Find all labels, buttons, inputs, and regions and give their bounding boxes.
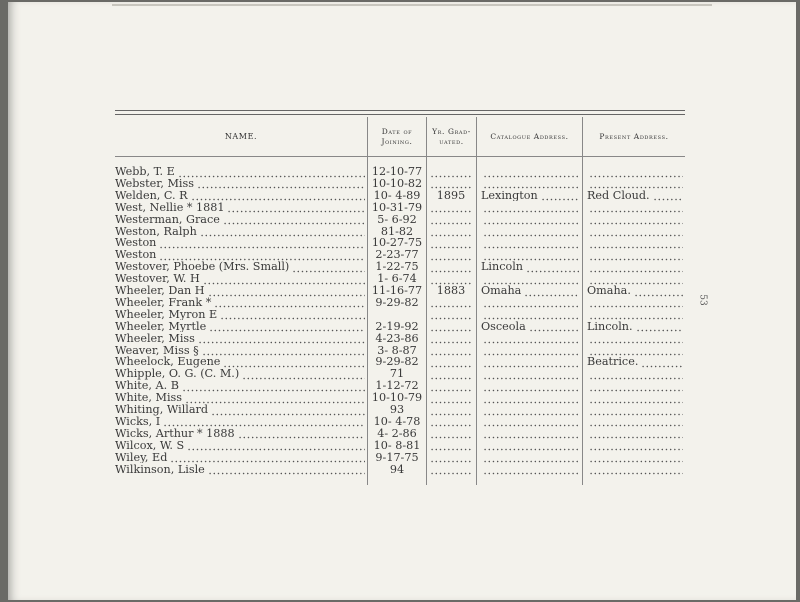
name-cell: Wilcox, W. S <box>115 439 185 452</box>
leader-dots <box>159 237 365 249</box>
date-cell: 5- 6-92 <box>377 213 417 226</box>
table-row <box>115 178 685 190</box>
leader-dots <box>483 392 579 404</box>
leader-dots <box>430 321 472 333</box>
table-row <box>115 333 685 345</box>
leader-dots <box>202 345 365 357</box>
date-cell: 1-22-75 <box>375 261 419 273</box>
leader-dots <box>430 333 472 345</box>
leader-dots <box>589 178 683 190</box>
date-cell: 12-10-77 <box>371 166 423 178</box>
leader-dots <box>223 214 365 226</box>
leader-dots <box>198 333 365 345</box>
leader-dots <box>589 416 683 428</box>
table-row <box>115 416 685 428</box>
leader-dots <box>589 261 683 273</box>
name-cell: Westerman, Grace <box>115 213 220 226</box>
table-row <box>115 202 685 214</box>
table-row <box>115 452 685 464</box>
leader-dots <box>483 309 579 321</box>
header-yr-graduated <box>427 118 476 156</box>
date-cell: 10- 4-78 <box>373 415 421 428</box>
date-cell: 81-82 <box>380 225 414 237</box>
leader-dots <box>430 166 472 178</box>
leader-dots <box>483 368 579 380</box>
name-cell: Webster, Miss <box>115 177 194 190</box>
leader-dots <box>589 368 683 380</box>
leader-dots <box>430 309 472 321</box>
leader-dots <box>483 214 579 226</box>
leader-dots <box>208 464 365 476</box>
name-cell: Wilkinson, Lisle <box>115 463 205 475</box>
table-row <box>115 392 685 404</box>
leader-dots <box>223 356 365 368</box>
date-cell: 11-16-77 <box>371 285 423 297</box>
header-present-text: Present Address. <box>599 132 669 141</box>
table-row <box>115 214 685 226</box>
table-row <box>115 368 685 380</box>
leader-dots <box>203 273 365 285</box>
grad-cell: 1895 <box>436 189 466 202</box>
name-cell: Webb, T. E <box>115 166 175 178</box>
table-top-rule <box>115 110 685 111</box>
header-present-address <box>583 118 685 156</box>
table-row <box>115 285 685 297</box>
date-cell: 94 <box>389 463 405 475</box>
name-cell: Wheeler, Myrtle <box>115 320 207 333</box>
header-bottom-rule <box>115 156 685 157</box>
date-cell: 93 <box>389 404 405 416</box>
leader-dots <box>589 237 683 249</box>
name-cell: Weston <box>115 237 157 249</box>
leader-dots <box>211 404 365 416</box>
leader-dots <box>589 273 683 285</box>
leader-dots <box>483 416 579 428</box>
leader-dots <box>430 452 472 464</box>
present-cell: Lincoln. <box>587 320 633 333</box>
leader-dots <box>227 202 365 214</box>
name-cell: Wheeler, Frank * <box>115 296 212 309</box>
leader-dots <box>589 452 683 464</box>
table-row <box>115 249 685 261</box>
name-cell: Whipple, O. G. (C. M.) <box>115 368 240 380</box>
name-cell: Wheelock, Eugene <box>115 356 221 368</box>
table-row <box>115 261 685 273</box>
leader-dots <box>159 249 365 261</box>
leader-dots <box>634 285 683 297</box>
header-name-text: NAME. <box>224 132 258 141</box>
header-date-joining <box>368 118 426 156</box>
leader-dots <box>430 226 472 238</box>
leader-dots <box>483 404 579 416</box>
leader-dots <box>653 190 683 202</box>
table-row <box>115 380 685 392</box>
leader-dots <box>292 261 365 273</box>
table-row <box>115 309 685 321</box>
leader-dots <box>483 249 579 261</box>
leader-dots <box>589 404 683 416</box>
leader-dots <box>483 452 579 464</box>
name-cell: Westover, W. H <box>115 273 200 285</box>
leader-dots <box>483 333 579 345</box>
table-row <box>115 237 685 249</box>
date-cell: 10-10-79 <box>371 392 423 404</box>
leader-dots <box>178 166 365 178</box>
date-cell: 2-19-92 <box>375 320 419 333</box>
leader-dots <box>589 297 683 309</box>
leader-dots <box>589 166 683 178</box>
header-date-line-1: Date of <box>381 127 413 136</box>
leader-dots <box>589 249 683 261</box>
leader-dots <box>430 392 472 404</box>
table-row <box>115 404 685 416</box>
table-row <box>115 321 685 333</box>
leader-dots <box>641 356 683 368</box>
leader-dots <box>483 178 579 190</box>
leader-dots <box>191 190 365 202</box>
leader-dots <box>208 285 365 297</box>
leader-dots <box>430 464 472 476</box>
leader-dots <box>170 452 365 464</box>
date-cell: 10- 8-81 <box>373 439 421 452</box>
leader-dots <box>430 178 472 190</box>
header-catalogue-address <box>477 118 582 156</box>
leader-dots <box>430 345 472 357</box>
date-cell: 10-10-82 <box>371 177 423 190</box>
present-cell: Red Cloud. <box>587 189 650 202</box>
leader-dots <box>589 380 683 392</box>
table-row <box>115 440 685 452</box>
leader-dots <box>483 356 579 368</box>
name-cell: Welden, C. R <box>115 189 188 202</box>
name-cell: Wheeler, Myron E <box>115 308 218 321</box>
leader-dots <box>483 237 579 249</box>
table-row <box>115 345 685 357</box>
name-cell: Whiting, Willard <box>115 404 209 416</box>
leader-dots <box>430 261 472 273</box>
leader-dots <box>483 297 579 309</box>
leader-dots <box>430 440 472 452</box>
table-top-rule-inner <box>115 114 685 115</box>
leader-dots <box>430 428 472 440</box>
table-row <box>115 428 685 440</box>
leader-dots <box>483 428 579 440</box>
table-row <box>115 226 685 238</box>
header-catalogue-text: Catalogue Address. <box>490 132 569 141</box>
name-cell: Weaver, Miss § <box>115 344 199 356</box>
leader-dots <box>589 214 683 226</box>
leader-dots <box>589 333 683 345</box>
leader-dots <box>430 356 472 368</box>
leader-dots <box>220 309 365 321</box>
leader-dots <box>185 392 365 404</box>
leader-dots <box>430 249 472 261</box>
header-name <box>115 118 367 156</box>
leader-dots <box>430 404 472 416</box>
leader-dots <box>430 273 472 285</box>
leader-dots <box>209 321 365 333</box>
leader-dots <box>589 202 683 214</box>
name-cell: Wiley, Ed <box>115 451 168 464</box>
leader-dots <box>483 226 579 238</box>
present-cell: Beatrice. <box>587 356 639 368</box>
leader-dots <box>430 237 472 249</box>
date-cell: 1-12-72 <box>375 380 419 392</box>
date-cell: 71 <box>389 368 405 380</box>
name-cell: Weston <box>115 249 157 261</box>
date-cell: 3- 8-87 <box>377 344 417 356</box>
date-cell: 1- 6-74 <box>377 273 417 285</box>
leader-dots <box>430 297 472 309</box>
header-grad-line-1: Yr. Grad- <box>432 127 471 136</box>
leader-dots <box>524 285 579 297</box>
table-row <box>115 273 685 285</box>
leader-dots <box>197 178 365 190</box>
date-cell: 9-17-75 <box>375 451 419 464</box>
leader-dots <box>200 226 365 238</box>
grad-cell: 1883 <box>436 285 466 297</box>
leader-dots <box>163 416 365 428</box>
catalogue-cell: Osceola <box>481 320 526 333</box>
leader-dots <box>430 202 472 214</box>
name-cell: Westover, Phoebe (Mrs. Small) <box>115 261 290 273</box>
catalogue-cell: Omaha <box>481 285 522 297</box>
leader-dots <box>483 464 579 476</box>
date-cell: 9-29-82 <box>375 296 419 309</box>
name-cell: White, Miss <box>115 392 183 404</box>
name-cell: Wheeler, Miss <box>115 332 195 345</box>
leader-dots <box>483 202 579 214</box>
name-cell: West, Nellie * 1881 <box>115 201 225 214</box>
leader-dots <box>483 345 579 357</box>
catalogue-cell: Lexington <box>481 189 538 202</box>
date-cell: 10-31-79 <box>371 201 423 214</box>
name-cell: Wicks, I <box>115 415 161 428</box>
leader-dots <box>589 428 683 440</box>
header-grad-line-2: uated. <box>439 137 464 146</box>
leader-dots <box>541 190 579 202</box>
leader-dots <box>238 428 365 440</box>
top-edge-line <box>112 4 712 6</box>
leader-dots <box>589 392 683 404</box>
leader-dots <box>589 309 683 321</box>
leader-dots <box>589 226 683 238</box>
leader-dots <box>589 440 683 452</box>
date-cell: 10-27-75 <box>371 237 423 249</box>
leader-dots <box>526 261 579 273</box>
leader-dots <box>589 345 683 357</box>
leader-dots <box>483 440 579 452</box>
leader-dots <box>242 368 365 380</box>
date-cell: 4- 2-86 <box>377 427 417 440</box>
header-date-line-2: Joining. <box>381 137 413 146</box>
table-row <box>115 356 685 368</box>
leader-dots <box>483 166 579 178</box>
leader-dots <box>483 380 579 392</box>
table-row <box>115 190 685 202</box>
table-row <box>115 464 685 476</box>
date-cell: 9-29-82 <box>375 356 419 368</box>
table-row <box>115 297 685 309</box>
present-cell: Omaha. <box>587 285 631 297</box>
leader-dots <box>430 214 472 226</box>
name-cell: Weston, Ralph <box>115 225 197 237</box>
name-cell: Wheeler, Dan H <box>115 285 205 297</box>
name-cell: White, A. B <box>115 380 179 392</box>
name-cell: Wicks, Arthur * 1888 <box>115 427 235 440</box>
table-row <box>115 166 685 178</box>
leader-dots <box>529 321 579 333</box>
leader-dots <box>187 440 365 452</box>
leader-dots <box>430 416 472 428</box>
date-cell: 2-23-77 <box>375 249 419 261</box>
leader-dots <box>430 380 472 392</box>
leader-dots <box>589 464 683 476</box>
leader-dots <box>636 321 683 333</box>
leader-dots <box>430 368 472 380</box>
leader-dots <box>214 297 365 309</box>
date-cell: 10- 4-89 <box>373 189 421 202</box>
leader-dots <box>483 273 579 285</box>
leader-dots <box>182 380 365 392</box>
date-cell: 4-23-86 <box>375 332 419 345</box>
catalogue-cell: Lincoln <box>481 261 523 273</box>
page-number: 53 <box>697 294 708 306</box>
